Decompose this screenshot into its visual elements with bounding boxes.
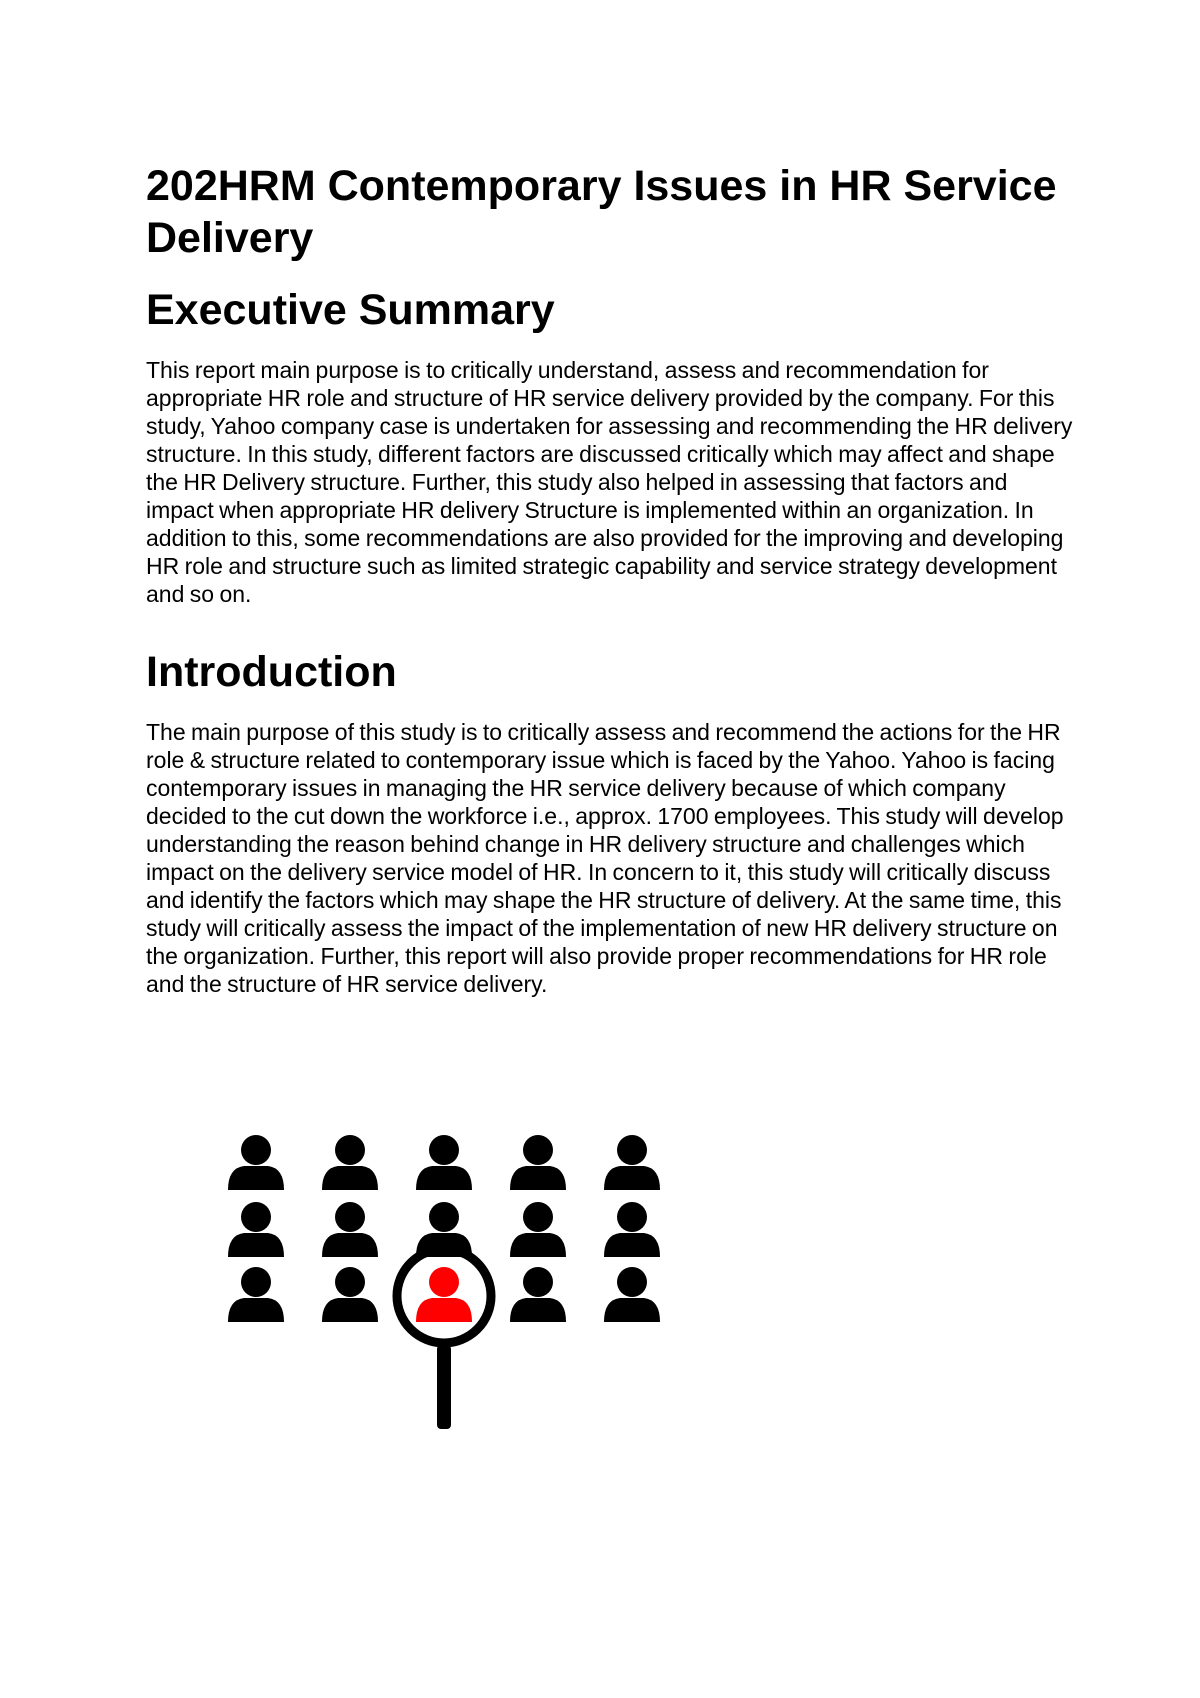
person-icon	[416, 1135, 472, 1190]
person-icon	[322, 1267, 378, 1322]
section-body-introduction: The main purpose of this study is to critically assess and recommend the actions for the HR role & structure related to contemporary issue which is faced by the Yahoo. Yahoo is facing contemporary issues in managing the HR service delivery because of which company decided to the cut down the workforce i.e., approx. 1700 employees. This study will develop understanding the reason behind change in HR delivery structure and challenges which impact on the delivery service model of HR. In concern to it, this study will critically discuss and identify the factors which may shape the HR structure of delivery. At the same time, this study will critically assess the impact of the implementation of new HR delivery structure on the organization. Further, this report will also provide proper recommendations for HR role and the structure of HR service delivery.	[146, 719, 1064, 997]
person-icon	[510, 1267, 566, 1322]
person-icon	[604, 1202, 660, 1257]
person-icon	[322, 1135, 378, 1190]
highlighted-person-icon	[416, 1267, 472, 1322]
person-icon	[322, 1202, 378, 1257]
section-body-executive-summary: This report main purpose is to critically understand, assess and recommendation for appropriate HR role and structure of HR service delivery provided by the company. For this study, Yahoo company case is undertaken for assessing and recommending the HR delivery structure. In this study, different factors are discussed critically which may affect and shape the HR Delivery structure. Further, this study also helped in assessing that factors and impact when appropriate HR delivery Structure is implemented within an organization. In addition to this, some recommendations are also provided for the improving and developing HR role and structure such as limited strategic capability and service strategy development and so on.	[146, 357, 1073, 607]
person-icon	[228, 1202, 284, 1257]
document-title: 202HRM Contemporary Issues in HR Service Delivery	[146, 162, 1057, 262]
section-heading-executive-summary: Executive Summary	[146, 286, 555, 334]
person-icon	[604, 1135, 660, 1190]
person-icon	[510, 1202, 566, 1257]
document-page	[146, 160, 1076, 998]
person-icon	[510, 1135, 566, 1190]
person-icon	[228, 1135, 284, 1190]
magnifier-handle	[437, 1345, 451, 1429]
people-grid-magnifier-icon	[218, 1120, 698, 1470]
section-heading-introduction: Introduction	[146, 648, 397, 696]
person-icon	[604, 1267, 660, 1322]
person-icon	[228, 1267, 284, 1322]
